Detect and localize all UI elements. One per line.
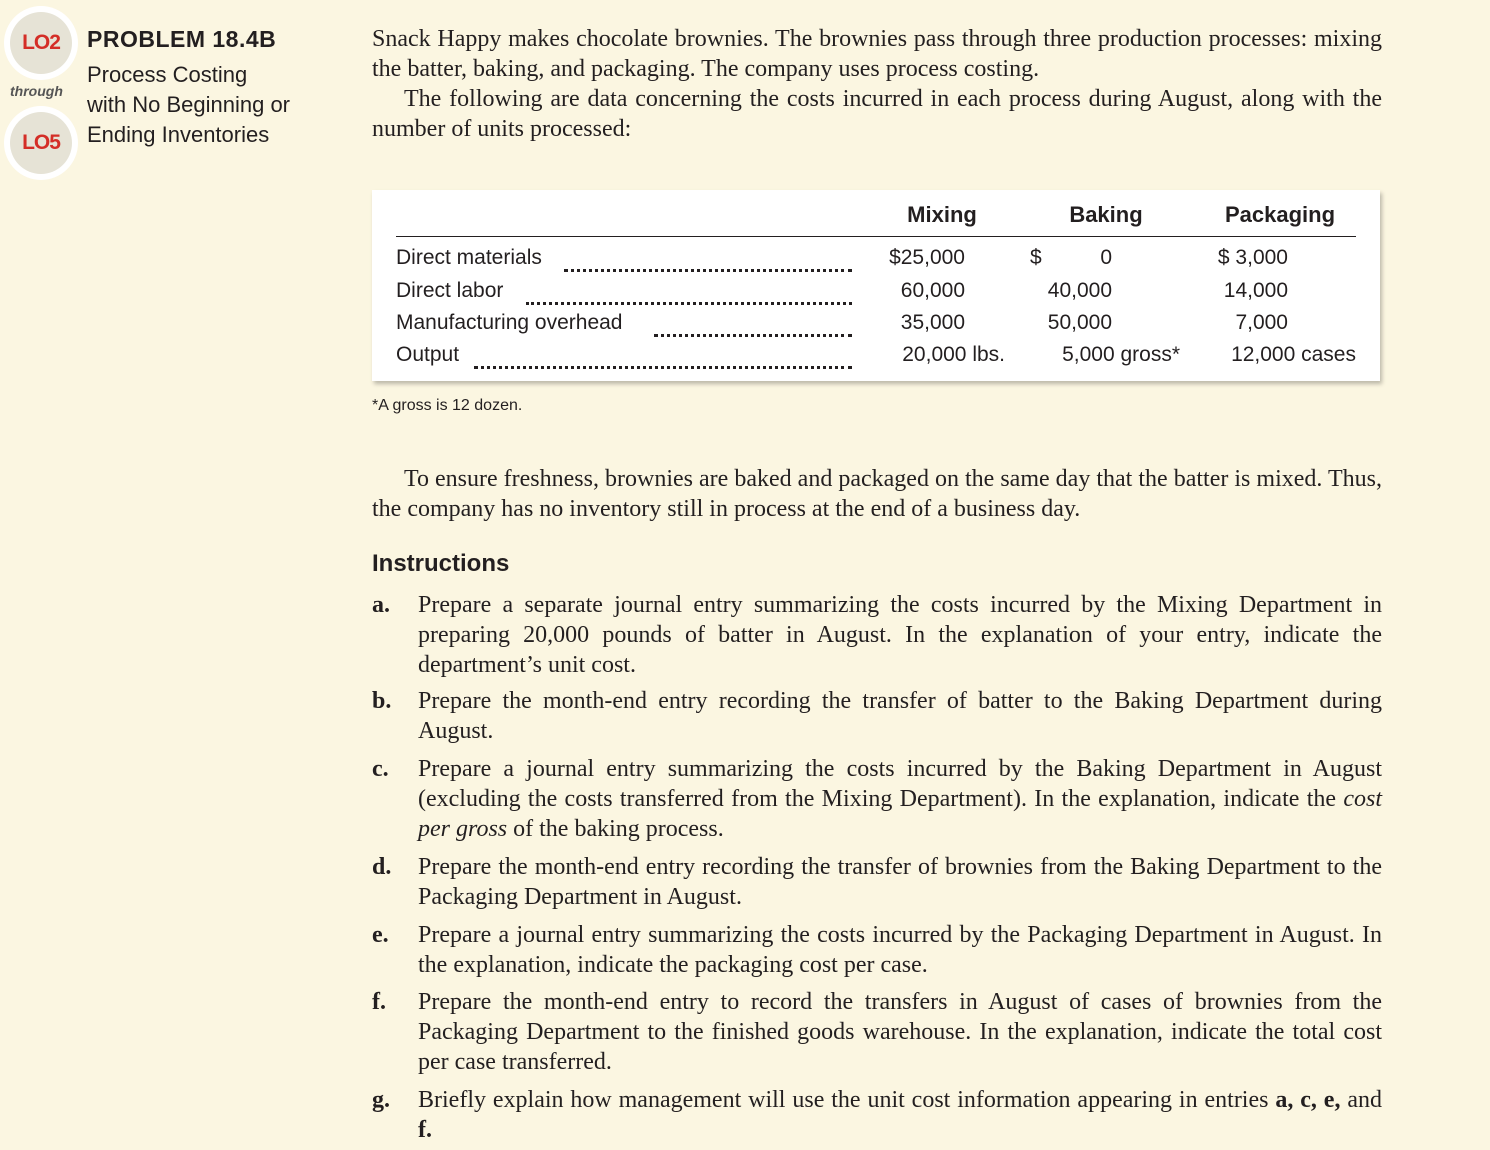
instruction-item-b	[372, 686, 1382, 746]
lo-end-label: LO5	[22, 131, 60, 154]
lo-badge-start	[10, 12, 72, 74]
cell-packaging: 7,000	[1235, 311, 1288, 334]
cell-baking-sign: $	[1030, 246, 1042, 269]
item-letter: c.	[372, 756, 389, 782]
intro-text	[372, 24, 1382, 144]
dot-leader	[564, 249, 852, 272]
lo-through-label: through	[10, 83, 63, 99]
cell-mixing: 35,000	[900, 311, 965, 334]
cell-packaging: 14,000	[1223, 279, 1288, 302]
subtitle-line: Ending Inventories	[87, 122, 270, 147]
instruction-item-e	[372, 920, 1382, 980]
item-letter: f.	[372, 989, 386, 1015]
cell-baking: 50,000	[1047, 311, 1112, 334]
item-text-part: Briefly explain how management will use the unit cost information appearing in entries	[418, 1087, 1276, 1113]
cell-baking: 0	[1100, 246, 1112, 269]
item-letter: b.	[372, 688, 392, 714]
cell-mixing: $25,000	[889, 246, 965, 269]
instructions-heading: Instructions	[372, 550, 510, 577]
header-rule	[396, 236, 1356, 237]
cell-baking: 5,000 gross*	[1062, 343, 1180, 366]
dot-leader	[526, 282, 852, 305]
intro-paragraph-1: Snack Happy makes chocolate brownies. The brownies pass through three production processes: mixing the batter, baking, and packaging. The company uses process costing.	[372, 26, 1382, 82]
item-text-part: and	[1340, 1087, 1382, 1113]
instruction-item-d	[372, 852, 1382, 912]
cost-data-table	[372, 190, 1380, 381]
row-label-direct-materials: Direct materials	[396, 246, 542, 269]
dot-leader	[654, 314, 852, 337]
item-letter: g.	[372, 1087, 390, 1113]
instruction-item-a	[372, 590, 1382, 680]
column-header-mixing: Mixing	[907, 202, 977, 227]
problem-number: PROBLEM 18.4B	[87, 26, 277, 52]
instruction-item-f	[372, 987, 1382, 1077]
item-text: Prepare a journal entry summarizing the costs incurred by the Packaging Department in August. In the explanation, indicate the packaging cost per case.	[418, 922, 1382, 978]
cell-mixing: 20,000 lbs.	[902, 343, 1005, 366]
lo-badge-end	[10, 112, 72, 174]
item-text-part: Prepare a journal entry summarizing the costs incurred by the Baking Department in August (excluding the costs transferred from the Mixing Department). In the explanation, indicate the	[418, 756, 1382, 812]
item-text	[418, 1085, 1382, 1145]
cell-packaging: $ 3,000	[1217, 246, 1288, 269]
row-label-output: Output	[396, 343, 460, 366]
subtitle-line: with No Beginning or	[87, 92, 291, 117]
dot-leader	[474, 346, 852, 369]
item-text-bold: a, c,	[1275, 1087, 1317, 1113]
item-text: Prepare the month-end entry recording the transfer of brownies from the Baking Department to the Packaging Department in August.	[418, 854, 1382, 910]
item-text: Prepare a separate journal entry summarizing the costs incurred by the Mixing Department in preparing 20,000 pounds of batter in August. In the explanation of your entry, indicate the department’s unit cost.	[418, 592, 1382, 678]
column-header-packaging: Packaging	[1224, 202, 1336, 227]
subtitle-line: Process Costing	[87, 62, 248, 87]
cell-mixing: 60,000	[900, 279, 965, 302]
item-text: Prepare the month-end entry recording the transfer of batter to the Baking Department during August.	[418, 688, 1382, 744]
instruction-item-c	[372, 754, 1382, 844]
item-letter: a.	[372, 592, 390, 618]
lo-start-label: LO2	[22, 31, 60, 54]
item-text-italic: cost per gross	[418, 786, 1382, 842]
table-footnote: *A gross is 12 dozen.	[372, 397, 523, 414]
item-text: Prepare the month-end entry to record the transfers in August of cases of brownies from the Packaging Department to the finished goods warehouse. In the explanation, indicate the total cost per case transferred.	[418, 989, 1382, 1075]
item-text-part: of the baking process.	[507, 816, 724, 842]
item-text	[418, 754, 1382, 844]
freshness-paragraph: To ensure freshness, brownies are baked and packaged on the same day that the batter is mixed. Thus, the company has no inventory still in process at the end of a business day.	[372, 466, 1382, 522]
item-letter: d.	[372, 854, 392, 880]
cell-packaging: 12,000 cases	[1231, 343, 1356, 366]
item-letter: e.	[372, 922, 389, 948]
intro-paragraph-2: The following are data concerning the costs incurred in each process during August, along with the number of units processed:	[372, 86, 1382, 142]
problem-subtitle	[87, 60, 290, 150]
instruction-item-g	[372, 1085, 1382, 1145]
cell-baking: 40,000	[1047, 279, 1112, 302]
row-label-manufacturing-overhead: Manufacturing overhead	[396, 311, 623, 334]
item-text-bold: e,	[1323, 1087, 1341, 1113]
row-label-direct-labor: Direct labor	[396, 279, 504, 302]
item-text-bold: f.	[418, 1117, 432, 1143]
column-header-baking: Baking	[1069, 202, 1143, 227]
